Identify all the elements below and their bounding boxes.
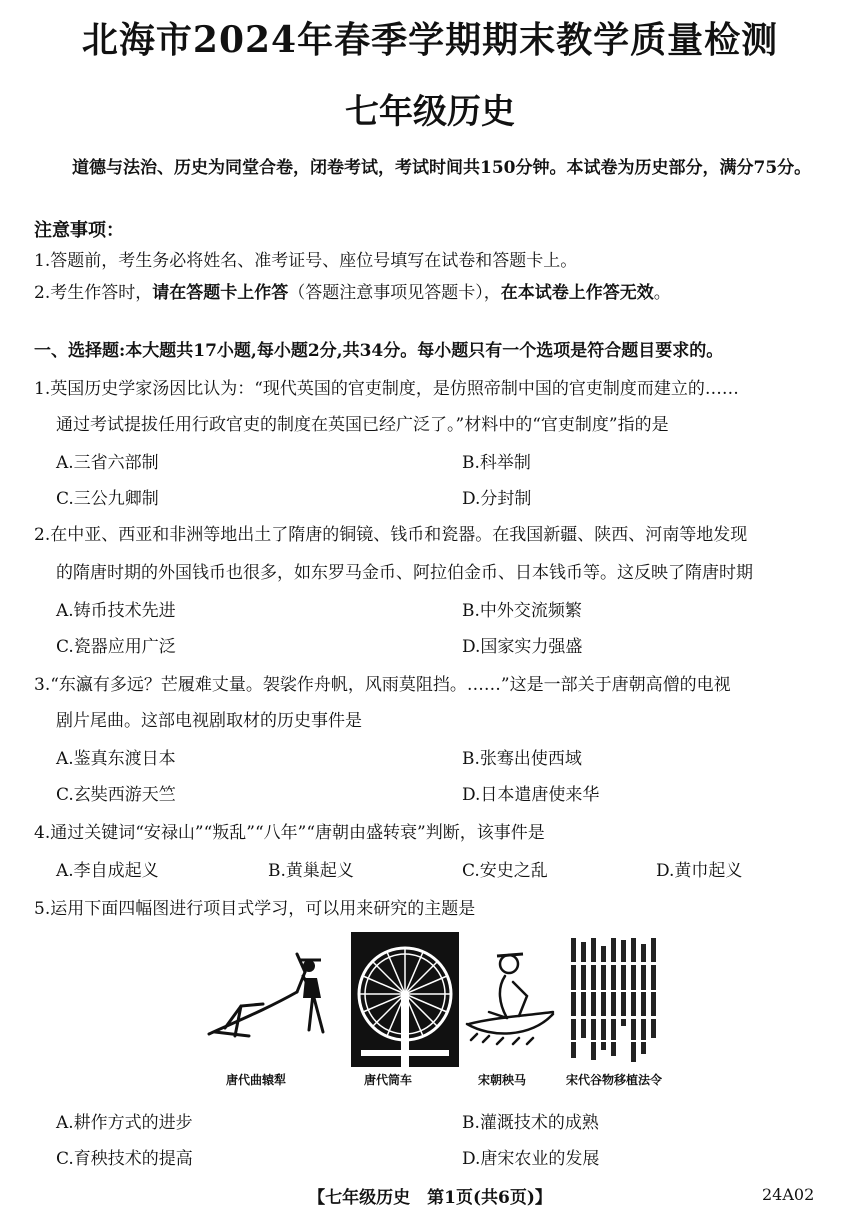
notice-heading: 注意事项： bbox=[34, 220, 124, 241]
figure-caption-1: 唐代曲辕犁 bbox=[226, 1073, 287, 1087]
paper-code: 24A02 bbox=[762, 1185, 815, 1204]
question-2-line-2: 的隋唐时期的外国钱币也很多，如东罗马金币、阿拉伯金币、日本钱币等。这反映了隋唐时期 bbox=[56, 563, 753, 583]
question-1-option-b: B.科举制 bbox=[462, 453, 531, 473]
question-5-option-c: C.育秧技术的提高 bbox=[56, 1149, 193, 1169]
question-4-line-1: 4.通过关键词“安禄山”“叛乱”“八年”“唐朝由盛转衰”判断，该事件是 bbox=[34, 823, 545, 843]
figure-caption-4: 宋代谷物移植法令 bbox=[566, 1073, 663, 1087]
notice-item-2-bold1: 请在答题卡上作答 bbox=[152, 283, 289, 303]
question-4-option-d: D.黄巾起义 bbox=[656, 861, 743, 881]
question-5-option-a: A.耕作方式的进步 bbox=[56, 1113, 193, 1133]
notice-item-1: 1.答题前，考生务必将姓名、准考证号、座位号填写在试卷和答题卡上。 bbox=[34, 251, 578, 271]
question-5-option-d: D.唐宋农业的发展 bbox=[462, 1149, 600, 1169]
question-5-option-b: B.灌溉技术的成熟 bbox=[462, 1113, 599, 1133]
figure-caption-3: 宋朝秧马 bbox=[478, 1073, 527, 1087]
question-2-line-1: 2.在中亚、西亚和非洲等地出土了隋唐的铜镜、钱币和瓷器。在我国新疆、陕西、河南等地发现 bbox=[34, 525, 748, 545]
question-1-option-a: A.三省六部制 bbox=[56, 453, 159, 473]
intro-text: 道德与法治、历史为同堂合卷，闭卷考试，考试时间共150分钟。本试卷为历史部分，满分75分。 bbox=[72, 158, 812, 178]
decree-figure bbox=[567, 932, 659, 1067]
water-wheel-figure bbox=[351, 932, 459, 1067]
question-1-line-2: 通过考试提拔任用行政官吏的制度在英国已经广泛了。”材料中的“官吏制度”指的是 bbox=[56, 415, 669, 435]
question-3-option-b: B.张骞出使西域 bbox=[462, 749, 582, 769]
question-3-option-a: A.鉴真东渡日本 bbox=[56, 749, 176, 769]
question-4-option-a: A.李自成起义 bbox=[56, 861, 159, 881]
notice-item-2-bold2: 在本试卷上作答无效 bbox=[500, 283, 654, 303]
notice-item-2-mid: （答题注意事项见答题卡）， bbox=[288, 283, 501, 303]
question-2-option-a: A.铸币技术先进 bbox=[56, 601, 176, 621]
question-4-option-c: C.安史之乱 bbox=[462, 861, 548, 881]
figure-caption-2: 唐代筒车 bbox=[364, 1073, 413, 1087]
notice-item-2-end: 。 bbox=[653, 283, 671, 303]
plow-figure bbox=[205, 932, 335, 1067]
question-3-option-c: C.玄奘西游天竺 bbox=[56, 785, 176, 805]
question-2-option-d: D.国家实力强盛 bbox=[462, 637, 583, 657]
page-footer: 【七年级历史 第1页(共6页)】 bbox=[308, 1188, 552, 1208]
notice-item-2-pre: 2.考生作答时， bbox=[34, 283, 153, 303]
question-5-figures bbox=[205, 932, 675, 1067]
section-heading: 一、选择题:本大题共17小题,每小题2分,共34分。每小题只有一个选项是符合题目要求的。 bbox=[34, 341, 724, 361]
question-3-line-1: 3.“东瀛有多远？芒履难丈量。袈裟作舟帆，风雨莫阻挡。……”这是一部关于唐朝高僧的电视 bbox=[34, 675, 731, 695]
question-1-option-d: D.分封制 bbox=[462, 489, 532, 509]
notice-item-2 bbox=[34, 278, 671, 303]
question-3-option-d: D.日本遣唐使来华 bbox=[462, 785, 600, 805]
question-2-option-c: C.瓷器应用广泛 bbox=[56, 637, 176, 657]
exam-subtitle: 七年级历史 bbox=[345, 92, 515, 132]
question-3-line-2: 剧片尾曲。这部电视剧取材的历史事件是 bbox=[56, 711, 362, 731]
seedling-horse-figure bbox=[461, 932, 561, 1067]
question-5-line-1: 5.运用下面四幅图进行项目式学习，可以用来研究的主题是 bbox=[34, 899, 476, 919]
exam-title: 北海市2024年春季学期期末教学质量检测 bbox=[81, 19, 779, 61]
question-1-option-c: C.三公九卿制 bbox=[56, 489, 159, 509]
question-1-line-1: 1.英国历史学家汤因比认为：“现代英国的官吏制度，是仿照帝制中国的官吏制度而建立的…… bbox=[34, 379, 739, 399]
question-2-option-b: B.中外交流频繁 bbox=[462, 601, 582, 621]
question-4-option-b: B.黄巢起义 bbox=[268, 861, 354, 881]
exam-intro bbox=[34, 154, 829, 182]
